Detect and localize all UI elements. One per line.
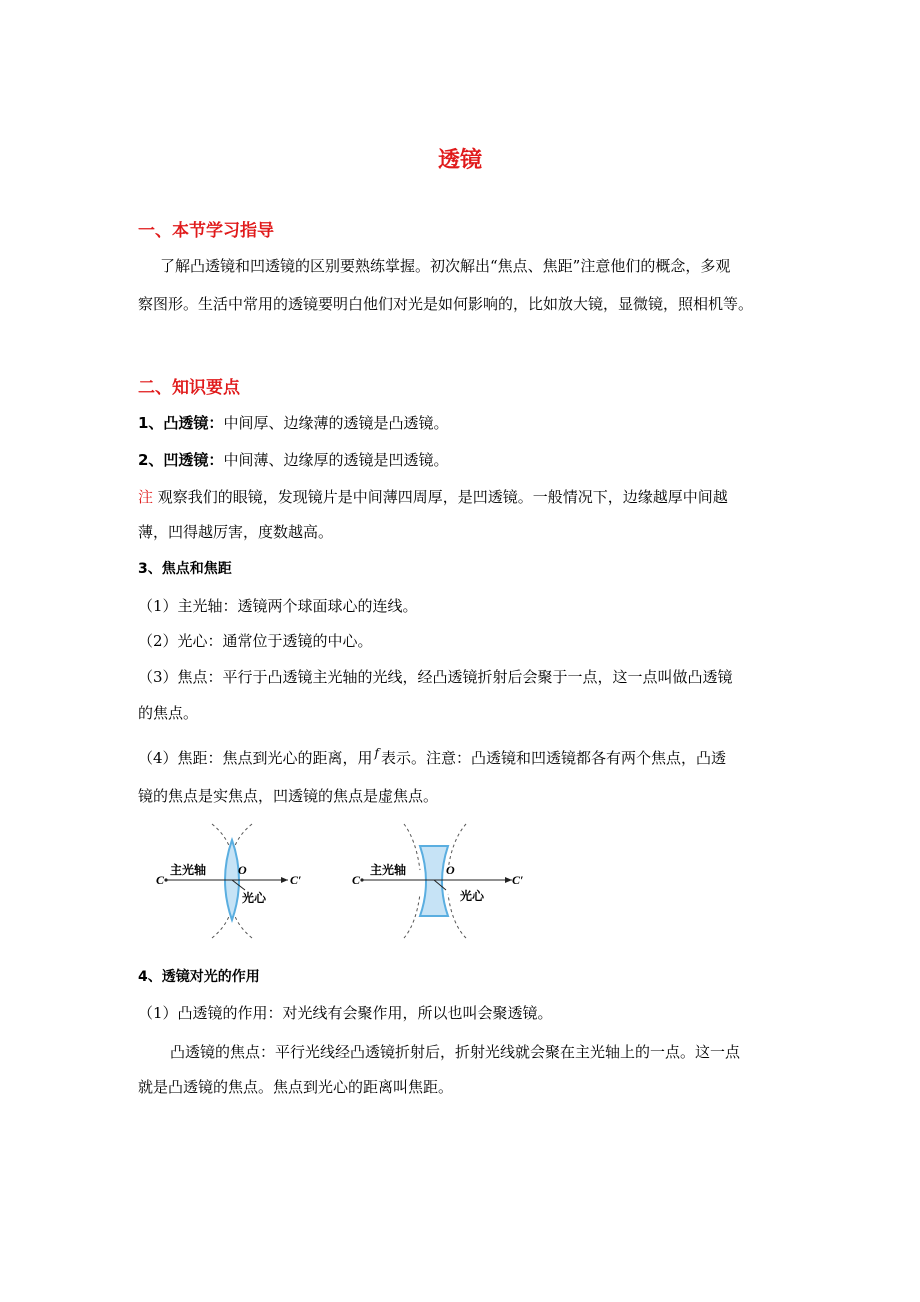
section2-heading: 二、知识要点	[138, 378, 240, 398]
concave-label-o: O	[446, 863, 455, 877]
item4-heading: 4、透镜对光的作用	[138, 969, 260, 985]
item2-text: 中间薄、边缘厚的透镜是凹透镜。	[223, 451, 449, 469]
focal-length-symbol: f	[374, 746, 379, 760]
item3-4-pre: （4）焦距：焦点到光心的距离，用	[138, 749, 373, 767]
item3-heading: 3、焦点和焦距	[138, 561, 232, 577]
item1-text: 中间厚、边缘薄的透镜是凸透镜。	[223, 414, 449, 432]
item1-label: 1、凸透镜：	[138, 414, 224, 432]
section1-paragraph-line2: 察图形。生活中常用的透镜要明白他们对光是如何影响的，比如放大镜，显微镜，照相机等。	[138, 295, 754, 313]
concave-lens-shape	[420, 846, 448, 916]
item-concave-lens	[138, 450, 783, 470]
note-line1	[138, 487, 783, 507]
item3-2: （2）光心：通常位于透镜的中心。	[138, 632, 373, 650]
concave-upper-left-arc	[404, 824, 420, 870]
concave-label-c: C	[352, 873, 361, 887]
item3-1: （1）主光轴：透镜两个球面球心的连线。	[138, 597, 418, 615]
convex-label-o: O	[238, 863, 247, 877]
item2-label: 2、凹透镜：	[138, 451, 224, 469]
convex-label-axis: 主光轴	[170, 863, 207, 877]
concave-label-optical-center: 光心	[460, 889, 485, 903]
note-line2: 薄，凹得越厉害，度数越高。	[138, 523, 334, 541]
concave-label-c-prime: C′	[512, 873, 524, 887]
concave-label-axis: 主光轴	[370, 863, 407, 877]
convex-label-c: C	[156, 873, 165, 887]
concave-lower-left-arc	[404, 894, 420, 938]
item4-2-line2: 就是凸透镜的焦点。焦点到光心的距离叫焦距。	[138, 1078, 454, 1096]
item4-2-line1: 凸透镜的焦点：平行光线经凸透镜折射后，折射光线就会聚在主光轴上的一点。这一点	[170, 1043, 741, 1061]
note-label: 注	[138, 488, 154, 506]
item3-3-line1: （3）焦点：平行于凸透镜主光轴的光线，经凸透镜折射后会聚于一点，这一点叫做凸透镜	[138, 668, 733, 686]
lens-diagram-figure	[140, 820, 542, 956]
note-text-line1: 观察我们的眼镜，发现镜片是中间薄四周厚，是凹透镜。一般情况下，边缘越厚中间越	[157, 488, 728, 506]
item3-4-line1	[138, 748, 783, 769]
convex-label-optical-center: 光心	[242, 891, 267, 905]
page-title: 透镜	[437, 148, 482, 173]
item3-4-post: 表示。注意：凸透镜和凹透镜都各有两个焦点，凸透	[381, 749, 727, 767]
item-convex-lens	[138, 413, 783, 433]
section1-paragraph-line1: 了解凸透镜和凹透镜的区别要熟练掌握。初次解出“焦点、焦距”注意他们的概念，多观	[160, 257, 731, 275]
item3-3-line2: 的焦点。	[138, 704, 199, 722]
convex-lens-diagram	[156, 824, 301, 938]
item4-1: （1）凸透镜的作用：对光线有会聚作用，所以也叫会聚透镜。	[138, 1004, 553, 1022]
concave-lens-diagram	[352, 824, 523, 938]
convex-label-c-prime: C′	[290, 873, 302, 887]
item3-4-line2: 镜的焦点是实焦点，凹透镜的焦点是虚焦点。	[138, 787, 439, 805]
concave-point-c	[360, 878, 363, 881]
section1-heading: 一、本节学习指导	[138, 221, 274, 241]
convex-point-c	[164, 878, 167, 881]
